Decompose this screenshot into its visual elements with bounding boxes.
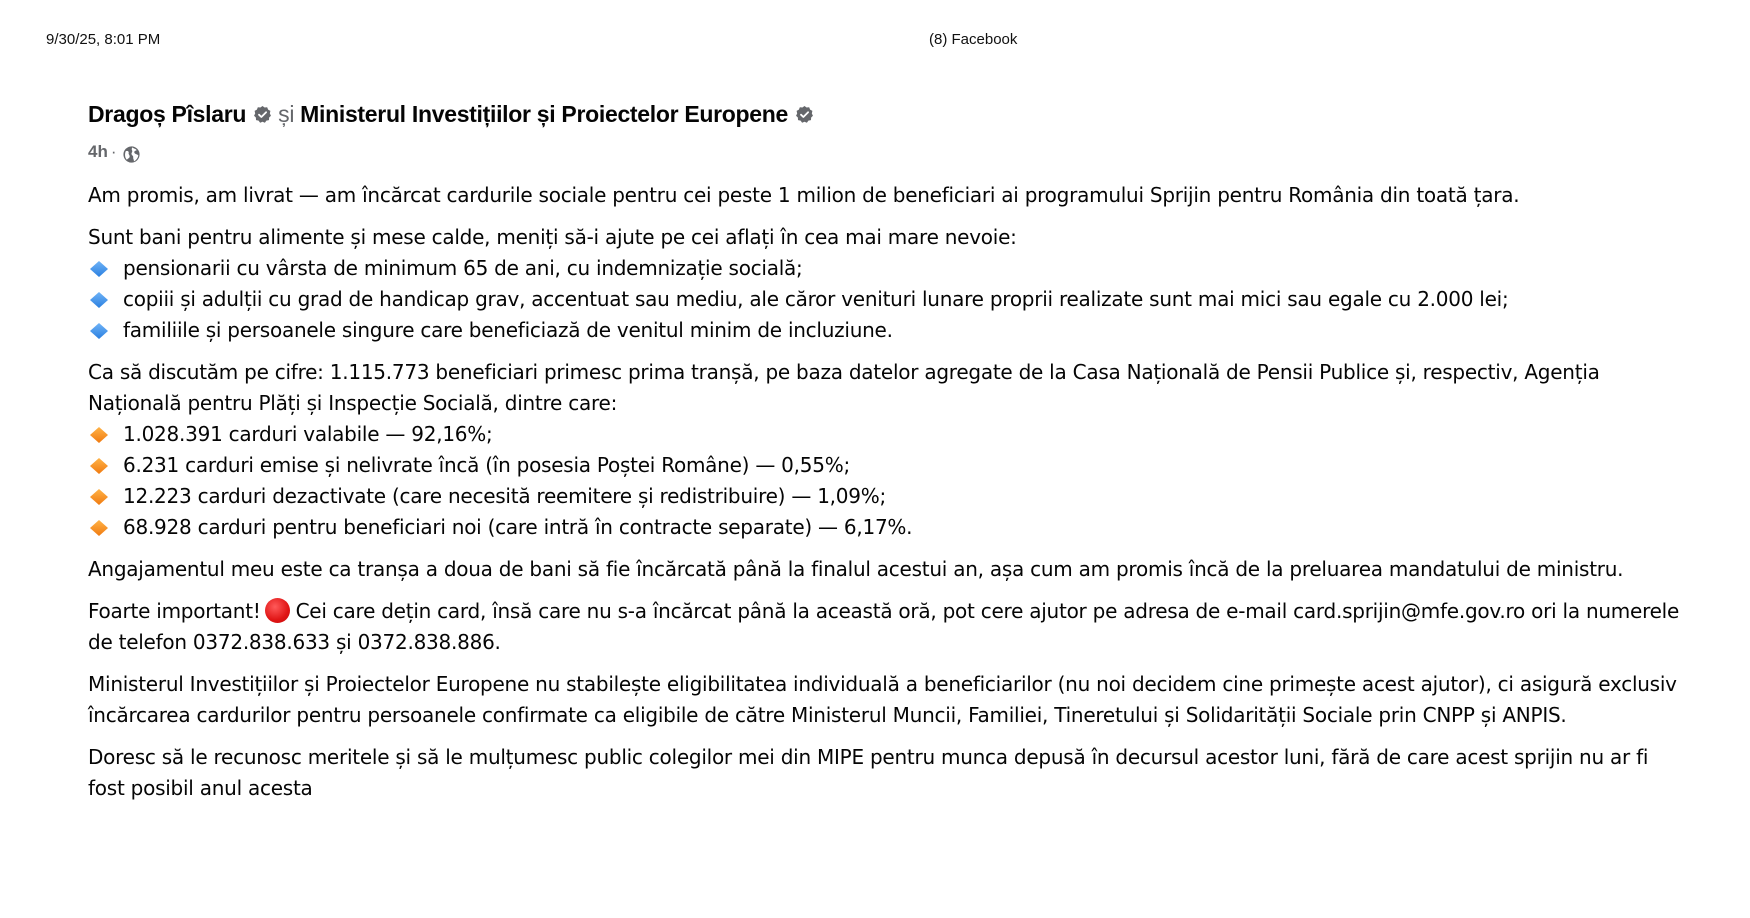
post-body (88, 180, 1688, 804)
paragraph-intro: Am promis, am livrat — am încărcat cardurile sociale pentru cei peste 1 milion de beneficiari ai programului Sprijin pentru România din toată țara. (88, 183, 1520, 207)
blue-diamond-icon (88, 320, 110, 342)
orange-diamond-icon (88, 455, 110, 477)
list-item (88, 315, 1688, 346)
meta-separator: · (110, 142, 117, 161)
important-label: Foarte important! (88, 599, 261, 623)
blue-diamond-icon (88, 258, 110, 280)
list-item-text: copiii și adulții cu grad de handicap grav, accentuat sau mediu, ale căror venituri lunare proprii realizate sunt mai mici sau egale cu 2.000 lei; (123, 287, 1509, 311)
blue-diamond-icon (88, 289, 110, 311)
verified-badge-icon (795, 105, 814, 124)
list-item (88, 284, 1688, 315)
figures-list (88, 419, 1688, 543)
paragraph-needs-intro: Sunt bani pentru alimente și mese calde, meniți să-i ajute pe cei aflați în cea mai mare nevoie: (88, 225, 1017, 249)
list-item (88, 512, 1688, 543)
print-datetime: 9/30/25, 8:01 PM (46, 31, 161, 48)
orange-diamond-icon (88, 517, 110, 539)
list-item-text: 68.928 carduri pentru beneficiari noi (care intră în contracte separate) — 6,17%. (123, 515, 913, 539)
important-phones-text: ori la numerele de telefon 0372.838.633 și 0372.838.886. (88, 599, 1680, 654)
author-secondary-link[interactable]: Ministerul Investițiilor și Proiectelor Europene (300, 100, 789, 127)
print-header (0, 31, 1750, 51)
paragraph-ministry-note: Ministerul Investițiilor și Proiectelor Europene nu stabilește eligibilitatea individuală a beneficiarilor (nu noi decidem cine primește acest ajutor), ci asigură exclusiv încărcarea cardurilor pentru persoanele confirmate ca eligibile de către Ministerul Muncii, Familiei, Tineretului și Solidarității Sociale prin CNPP și ANPIS. (88, 672, 1677, 727)
list-item (88, 419, 1688, 450)
red-circle-icon (265, 598, 290, 623)
paragraph-commitment: Angajamentul meu este ca tranșa a doua de bani să fie încărcată până la finalul acestui an, așa cum am promis încă de la preluarea mandatului de ministru. (88, 557, 1624, 581)
authors-conjunction: și (278, 100, 295, 127)
post-authors (88, 96, 1688, 132)
paragraph-figures-intro: Ca să discutăm pe cifre: 1.115.773 beneficiari primesc prima tranșă, pe baza datelor agregate de la Casa Națională de Pensii Publice și, respectiv, Agenția Națională pentru Plăți și Inspecție Socială, dintre care: (88, 360, 1600, 415)
list-item (88, 450, 1688, 481)
important-text: Cei care dețin card, însă care nu s-a încărcat până la această oră, pot cere ajutor pe adresa de e-mail (295, 599, 1294, 623)
list-item-text: familiile și persoanele singure care beneficiază de venitul minim de incluziune. (123, 318, 893, 342)
facebook-post (88, 96, 1688, 815)
orange-diamond-icon (88, 424, 110, 446)
author-primary-link[interactable]: Dragoș Pîslaru (88, 100, 247, 127)
post-timestamp-link[interactable]: 4h (88, 142, 108, 161)
paragraph-important (88, 596, 1688, 658)
list-item-text: pensionarii cu vârsta de minimum 65 de ani, cu indemnizație socială; (123, 256, 803, 280)
needs-list (88, 253, 1688, 346)
support-email-link[interactable]: card.sprijin@mfe.gov.ro (1293, 599, 1526, 623)
list-item (88, 481, 1688, 512)
print-page-title: (8) Facebook (929, 31, 1018, 48)
list-item-text: 12.223 carduri dezactivate (care necesită reemitere și redistribuire) — 1,09%; (123, 484, 886, 508)
verified-badge-icon (253, 105, 272, 124)
list-item-text: 6.231 carduri emise și nelivrate încă (în posesia Poștei Române) — 0,55%; (123, 453, 850, 477)
orange-diamond-icon (88, 486, 110, 508)
list-item (88, 253, 1688, 284)
globe-icon[interactable] (122, 145, 141, 164)
list-item-text: 1.028.391 carduri valabile — 92,16%; (123, 422, 493, 446)
paragraph-thanks: Doresc să le recunosc meritele și să le mulțumesc public colegilor mei din MIPE pentru munca depusă în decursul acestor luni, fără de care acest sprijin nu ar fi fost posibil anul acesta (88, 745, 1649, 800)
post-meta (88, 140, 1688, 164)
